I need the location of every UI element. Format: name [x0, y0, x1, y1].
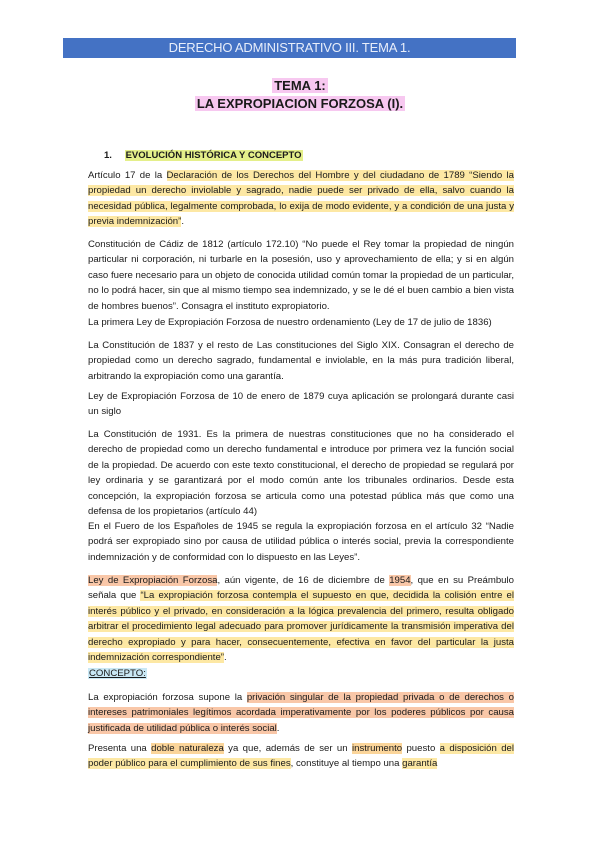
paragraph-doble-naturaleza: Presenta una doble naturaleza ya que, además de ser un instrumento puesto a disposición del poder público para el cumplimiento de sus fines, constituye al tiempo una garantía [88, 743, 514, 770]
document-header-banner: DERECHO ADMINISTRATIVO III. TEMA 1. [63, 38, 516, 58]
highlight: a disposición del poder público para el cumplimiento de sus fines [88, 743, 514, 770]
highlight: instrumento [351, 743, 403, 754]
topic-subtitle: LA EXPROPIACION FORZOSA (I). [196, 96, 404, 111]
paragraph-cadiz: Constitución de Cádiz de 1812 (artículo 172.10) “No puede el Rey tomar la propiedad de ningún particular ni corporación, ni turbarle en la posesión, uso y aprovechamiento de ella; y si en algún caso fuere necesario para un objeto de conocida utilidad común tomar la propiedad de un particular, no lo podrá hacer, sin que al mismo tiempo sea indemnizado, y se le dé el buen cambio a bien vista de hombres buenos”. Consagra el instituto expropiatorio. [88, 239, 514, 312]
section-label: EVOLUCIÓN HISTÓRICA Y CONCEPTO [125, 150, 302, 161]
highlight: “La expropiación forzosa contempla el supuesto en que, decidida la colisión entre el interés público y el privado, en consideración a la lógica prevalencia del primero, resulta obligado arbitrar el procedimiento legal adecuado para promover jurídicamente la transmisión imperativa del derecho expropiado y para hacer, consecuentemente, efectiva en favor del particular la justa indemnización correspondiente” [88, 590, 514, 664]
section-heading [104, 150, 303, 161]
topic-title: TEMA 1: [274, 78, 326, 93]
paragraph-fuero-1945: En el Fuero de los Españoles de 1945 se regula la expropiación forzosa en el artículo 32 “Nadie podrá ser expropiado sino por causa de utilidad pública o interés social, previa la correspondiente indemnización y de conformidad con lo dispuesto en las Leyes”. [88, 521, 514, 563]
highlight: doble naturaleza [151, 743, 224, 754]
paragraph-ley-1879: Ley de Expropiación Forzosa de 10 de enero de 1879 cuya aplicación se prolongará durante casi un siglo [88, 391, 514, 418]
paragraph-ley-1954: Ley de Expropiación Forzosa, aún vigente, de 16 de diciembre de 1954, que en su Preámbulo señala que “La expropiación forzosa contempla el supuesto en que, decidida la colisión entre el interés público y el privado, en consideración a la lógica prevalencia del primero, resulta obligado arbitrar el procedimiento legal adecuado para promover jurídicamente la transmisión imperativa del derecho expropiado y para hacer, consecuentemente, efectiva en favor del particular la justa indemnización correspondiente”. [88, 575, 514, 664]
highlight: 1954 [389, 575, 411, 586]
paragraph-primera-ley: La primera Ley de Expropiación Forzosa de nuestro ordenamiento (Ley de 17 de julio de 1836) [88, 317, 492, 328]
highlight: privación singular de la propiedad privada o de derechos o intereses patrimoniales legítimos acordada imperativamente por los poderes públicos por causa justificada de utilidad pública o interés social [88, 692, 514, 734]
highlight: garantía [402, 758, 438, 770]
paragraph-concepto: La expropiación forzosa supone la privación singular de la propiedad privada o de derechos o intereses patrimoniales legítimos acordada imperativamente por los poderes públicos por causa justificada de utilidad pública o interés social. [88, 692, 514, 734]
highlight: Declaración de los Derechos del Hombre y del ciudadano de 1789 “Siendo la propiedad un derecho inviolable y sagrado, nadie puede ser privado de ella, salvo cuando la necesidad pública, legalmente comprobada, lo exija de modo evidente, y a condición de una justa y previa indemnización” [88, 170, 514, 228]
paragraph-constitucion-1837: La Constitución de 1837 y el resto de Las constituciones del Siglo XIX. Consagran el derecho de propiedad como un derecho sagrado, fundamental e inviolable, en la más pura tradición liberal, arbitrando la expropiación como una garantía. [88, 340, 514, 382]
paragraph-constitucion-1931: La Constitución de 1931. Es la primera de nuestras constituciones que no ha considerado el derecho de propiedad como un derecho fundamental e introduce por primera vez la función social de la propiedad. De acuerdo con este texto constitucional, el derecho de propiedad se regulará por ley ordinaria y se garantizará por el modo común ante los tribunales ordinarios. Desde esta concepción, la expropiación forzosa se articula como una potestad pública más que como una defensa de los propietarios (artículo 44) [88, 429, 514, 518]
section-number: 1. [104, 150, 112, 161]
paragraph-declaracion: Artículo 17 de la Declaración de los Derechos del Hombre y del ciudadano de 1789 “Siendo la propiedad un derecho inviolable y sagrado, nadie puede ser privado de ella, salvo cuando la necesidad pública, legalmente comprobada, lo exija de modo evidente, y a condición de una justa y previa indemnización”. [88, 170, 514, 228]
highlight: Ley de Expropiación Forzosa [88, 575, 218, 586]
concepto-heading: CONCEPTO: [89, 668, 146, 679]
